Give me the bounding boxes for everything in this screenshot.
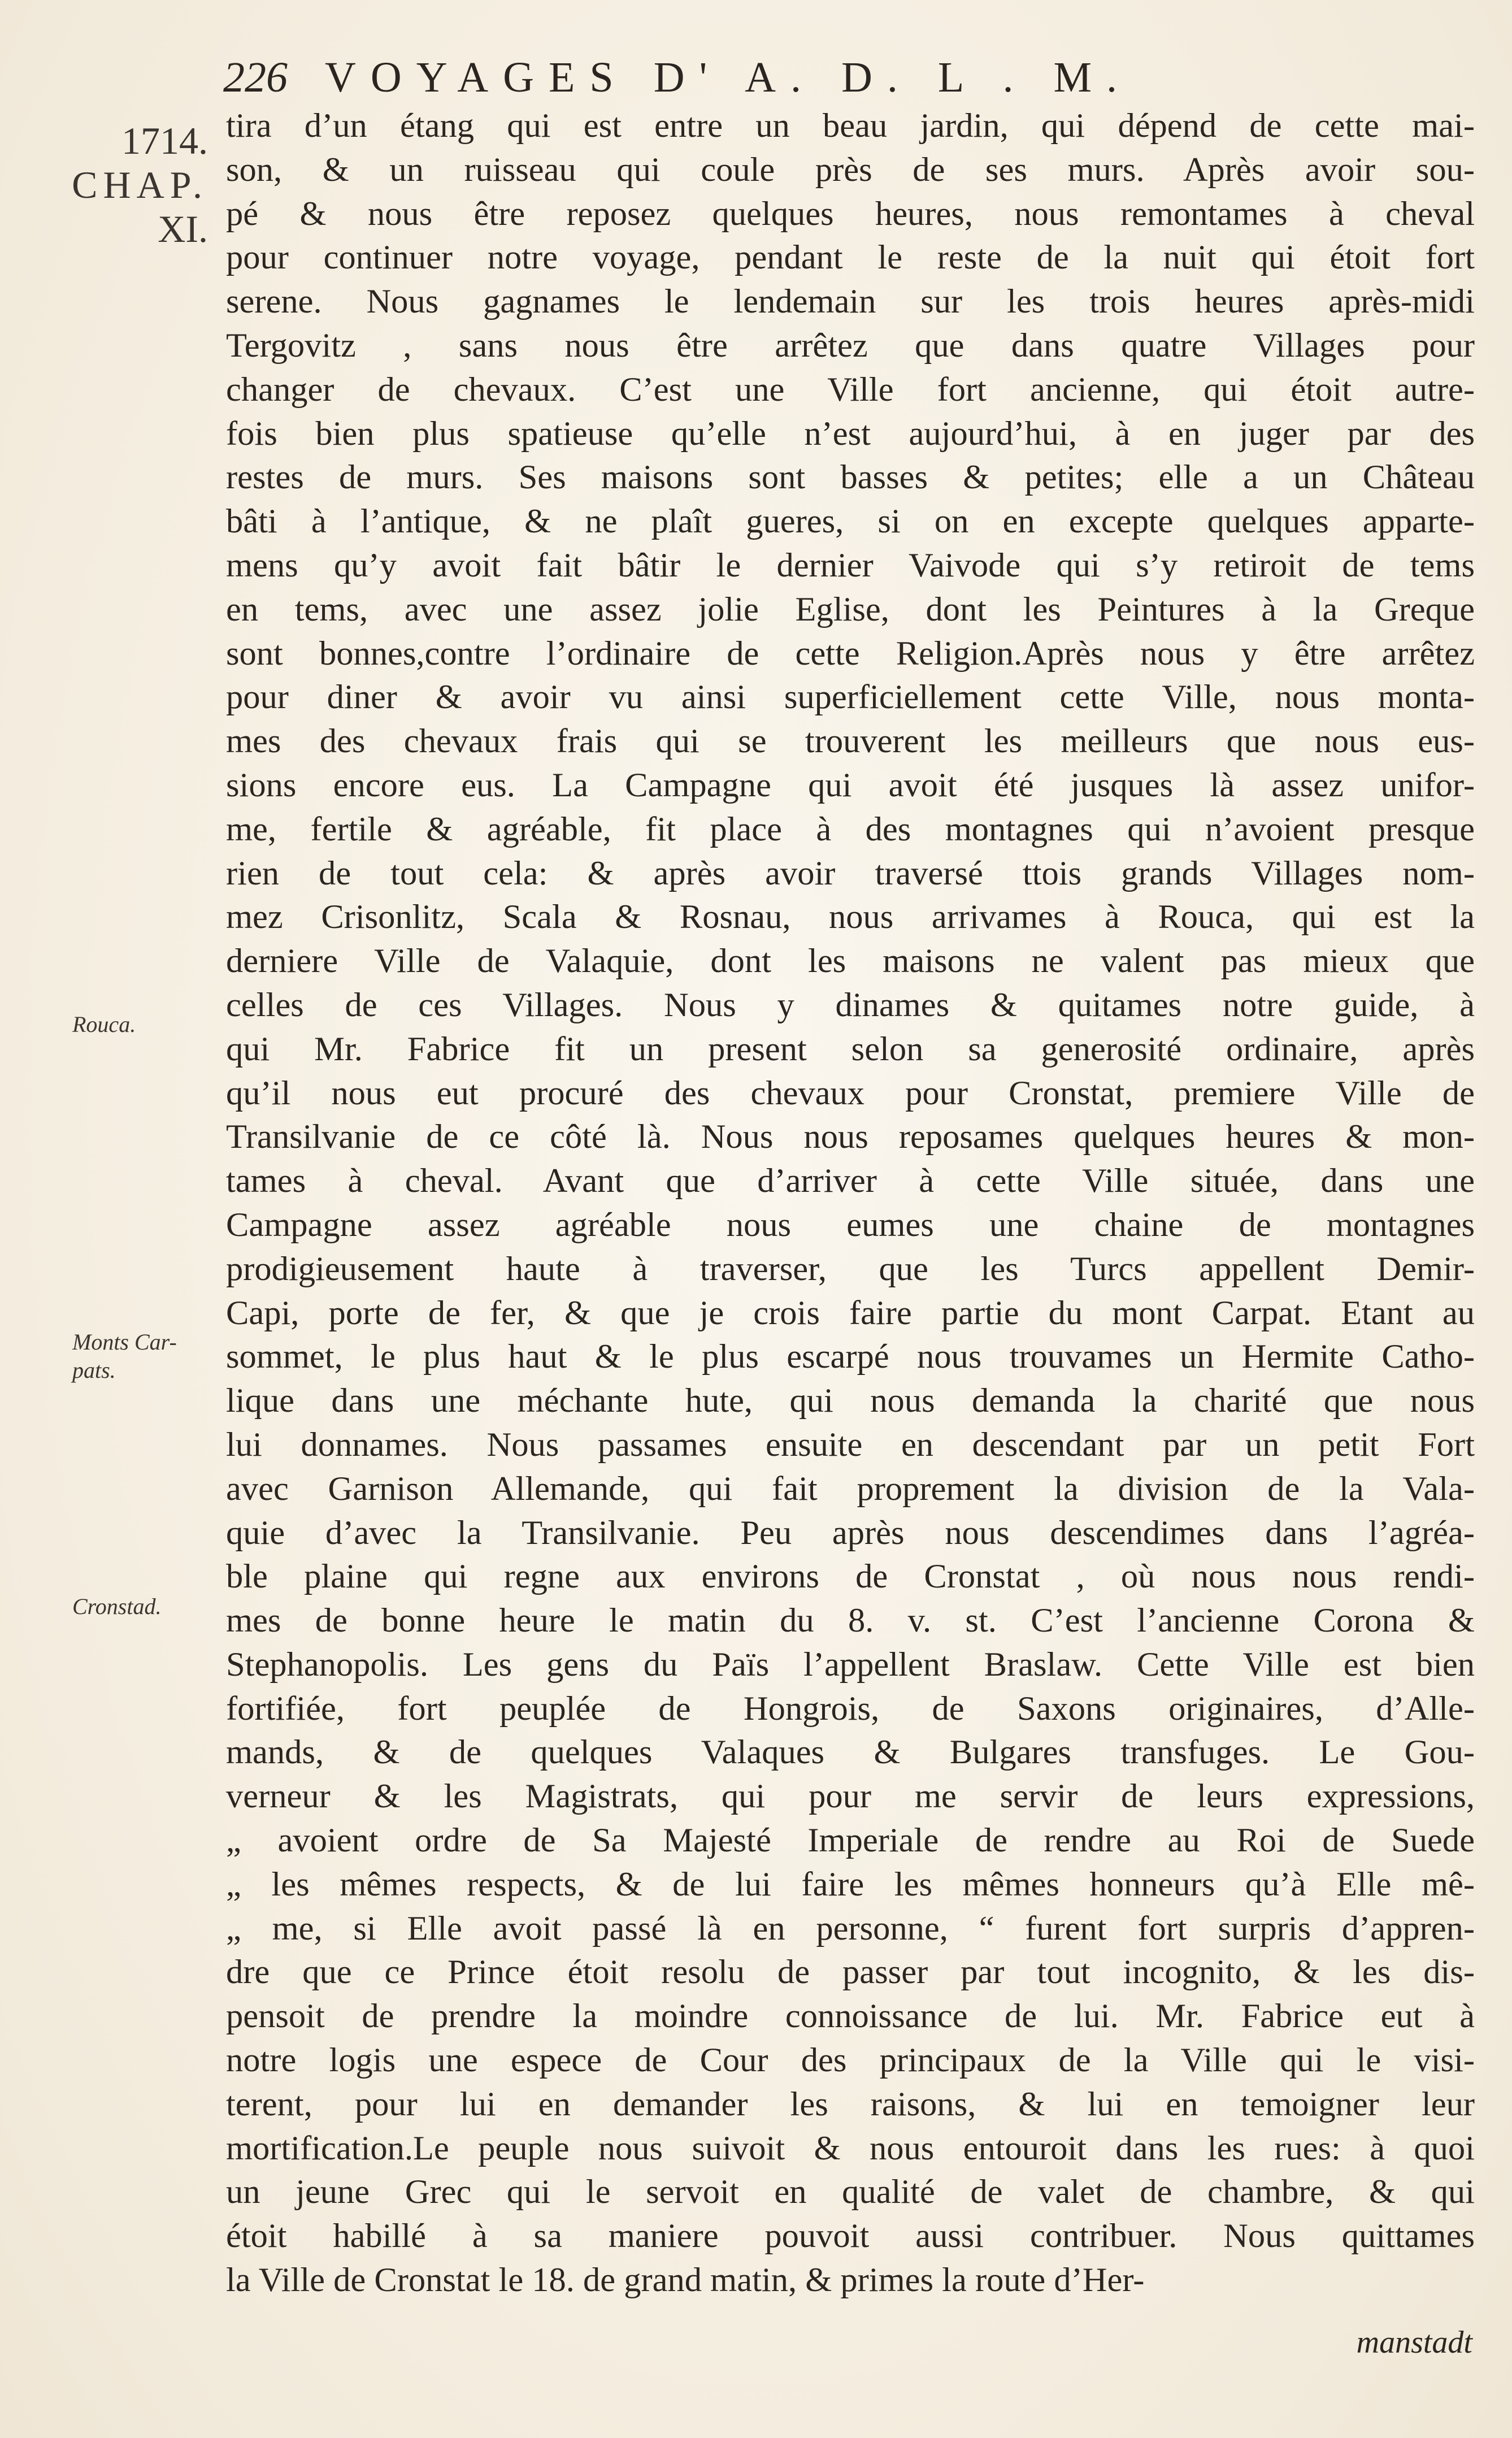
text-line: restes de murs. Ses maisons sont basses & petites; elle a un Château	[226, 458, 1475, 497]
text-line: sommet, le plus haut & le plus escarpé nous trouvames un Hermite Catho-	[226, 1338, 1475, 1376]
text-line: notre logis une espece de Cour des principaux de la Ville qui le visi-	[226, 2041, 1475, 2080]
text-line: tames à cheval. Avant que d’arriver à cette Ville située, dans une	[226, 1162, 1475, 1200]
text-line: lui donnames. Nous passames ensuite en descendant par un petit Fort	[226, 1425, 1475, 1464]
margin-note-line: Rouca.	[72, 1012, 136, 1037]
text-line: pour diner & avoir vu ainsi superficiellement cette Ville, nous monta-	[226, 678, 1475, 717]
text-line: étoit habillé à sa maniere pouvoit aussi contribuer. Nous quittames	[226, 2217, 1475, 2255]
text-line: Campagne assez agréable nous eumes une chaine de montagnes	[226, 1205, 1475, 1244]
text-line: Capi, porte de fer, & que je crois faire partie du mont Carpat. Etant au	[226, 1294, 1475, 1332]
text-line: mortification.Le peuple nous suivoit & nous entouroit dans les rues: à quoi	[226, 2129, 1475, 2167]
text-line: Transilvanie de ce côté là. Nous nous reposames quelques heures & mon-	[226, 1118, 1475, 1156]
margin-note-line: pats.	[72, 1357, 116, 1383]
text-line: terent, pour lui en demander les raisons, & lui en temoigner leur	[226, 2085, 1475, 2123]
text-line: celles de ces Villages. Nous y dinames & quitames notre guide, à	[226, 986, 1475, 1024]
text-line: fois bien plus spatieuse qu’elle n’est aujourd’hui, à en juger par des	[226, 414, 1475, 453]
text-line: son, & un ruisseau qui coule près de ses murs. Après avoir sou-	[226, 150, 1475, 189]
text-line: sions encore eus. La Campagne qui avoit été jusques là assez unifor-	[226, 766, 1475, 804]
text-line: verneur & les Magistrats, qui pour me servir de leurs expressions,	[226, 1777, 1475, 1816]
text-line: rien de tout cela: & après avoir traversé ttois grands Villages nom-	[226, 854, 1475, 892]
text-line: un jeune Grec qui le servoit en qualité de valet de chambre, & qui	[226, 2173, 1475, 2211]
page-header	[223, 46, 1252, 109]
text-line: prodigieusement haute à traverser, que les Turcs appellent Demir-	[226, 1250, 1475, 1288]
text-line: bâti à l’antique, & ne plaît gueres, si on en excepte quelques apparte-	[226, 502, 1475, 541]
margin-note-line: Monts Car-	[72, 1329, 177, 1355]
text-line: „ avoient ordre de Sa Majesté Imperiale de rendre au Roi de Suede	[226, 1821, 1475, 1860]
text-line: ble plaine qui regne aux environs de Cronstat , où nous nous rendi-	[226, 1558, 1475, 1596]
text-line: derniere Ville de Valaquie, dont les maisons ne valent pas mieux que	[226, 942, 1475, 981]
text-line: fortifiée, fort peuplée de Hongrois, de Saxons originaires, d’Alle-	[226, 1689, 1475, 1728]
text-line: qui Mr. Fabrice fit un present selon sa generosité ordinaire, après	[226, 1030, 1475, 1068]
page-number: 226	[223, 54, 288, 101]
text-line: „ me, si Elle avoit passé là en personne, “ furent fort surpris d’appren-	[226, 1909, 1475, 1947]
text-line: pour continuer notre voyage, pendant le reste de la nuit qui étoit fort	[226, 238, 1475, 277]
text-line: mez Crisonlitz, Scala & Rosnau, nous arrivames à Rouca, qui est la	[226, 898, 1475, 936]
text-line: la Ville de Cronstat le 18. de grand matin, & primes la route d’Her-	[226, 2261, 1145, 2300]
body-text	[226, 104, 1475, 2302]
text-line: mands, & de quelques Valaques & Bulgares transfuges. Le Gou-	[226, 1733, 1475, 1772]
running-title: VOYAGES D' A. D. L . M.	[325, 54, 1132, 101]
text-line: mes des chevaux frais qui se trouverent les meilleurs que nous eus-	[226, 722, 1475, 761]
margin-note-rouca	[72, 1010, 202, 1039]
text-line: pensoit de prendre la moindre connoissance de lui. Mr. Fabrice eut à	[226, 1997, 1475, 2036]
margin-note-monts-carpats	[72, 1328, 202, 1385]
text-line: mens qu’y avoit fait bâtir le dernier Vaivode qui s’y retiroit de tems	[226, 546, 1475, 584]
text-line: mes de bonne heure le matin du 8. v. st. C’est l’ancienne Corona &	[226, 1602, 1475, 1640]
text-line: pé & nous être reposez quelques heures, nous remontames à cheval	[226, 194, 1475, 233]
margin-chapter-note	[67, 119, 208, 251]
text-line: Tergovitz , sans nous être arrêtez que dans quatre Villages pour	[226, 326, 1475, 365]
margin-year: 1714.	[121, 119, 208, 162]
margin-chap-number: XI.	[158, 207, 208, 250]
margin-chap-label: CHAP.	[72, 163, 208, 206]
text-line: Stephanopolis. Les gens du Païs l’appellent Braslaw. Cette Ville est bien	[226, 1645, 1475, 1684]
text-line: lique dans une méchante hute, qui nous demanda la charité que nous	[226, 1382, 1475, 1420]
text-line: me, fertile & agréable, fit place à des montagnes qui n’avoient presque	[226, 810, 1475, 848]
text-line: dre que ce Prince étoit resolu de passer par tout incognito, & les dis-	[226, 1953, 1475, 1992]
text-line: serene. Nous gagnames le lendemain sur les trois heures après-midi	[226, 283, 1475, 321]
text-line: sont bonnes,contre l’ordinaire de cette Religion.Après nous y être arrêtez	[226, 634, 1475, 673]
margin-note-cronstad	[72, 1593, 202, 1621]
text-line: qu’il nous eut procuré des chevaux pour Cronstat, premiere Ville de	[226, 1074, 1475, 1112]
text-line: „ les mêmes respects, & de lui faire les mêmes honneurs qu’à Elle mê-	[226, 1865, 1475, 1903]
text-line: changer de chevaux. C’est une Ville fort ancienne, qui étoit autre-	[226, 370, 1475, 409]
catchword: manstadt	[1356, 2325, 1472, 2360]
text-line: quie d’avec la Transilvanie. Peu après nous descendimes dans l’agréa-	[226, 1513, 1475, 1552]
text-line: avec Garnison Allemande, qui fait proprement la division de la Vala-	[226, 1469, 1475, 1508]
text-line: tira d’un étang qui est entre un beau jardin, qui dépend de cette mai-	[226, 107, 1475, 145]
margin-note-line: Cronstad.	[72, 1594, 162, 1619]
text-line: en tems, avec une assez jolie Eglise, dont les Peintures à la Greque	[226, 590, 1475, 628]
